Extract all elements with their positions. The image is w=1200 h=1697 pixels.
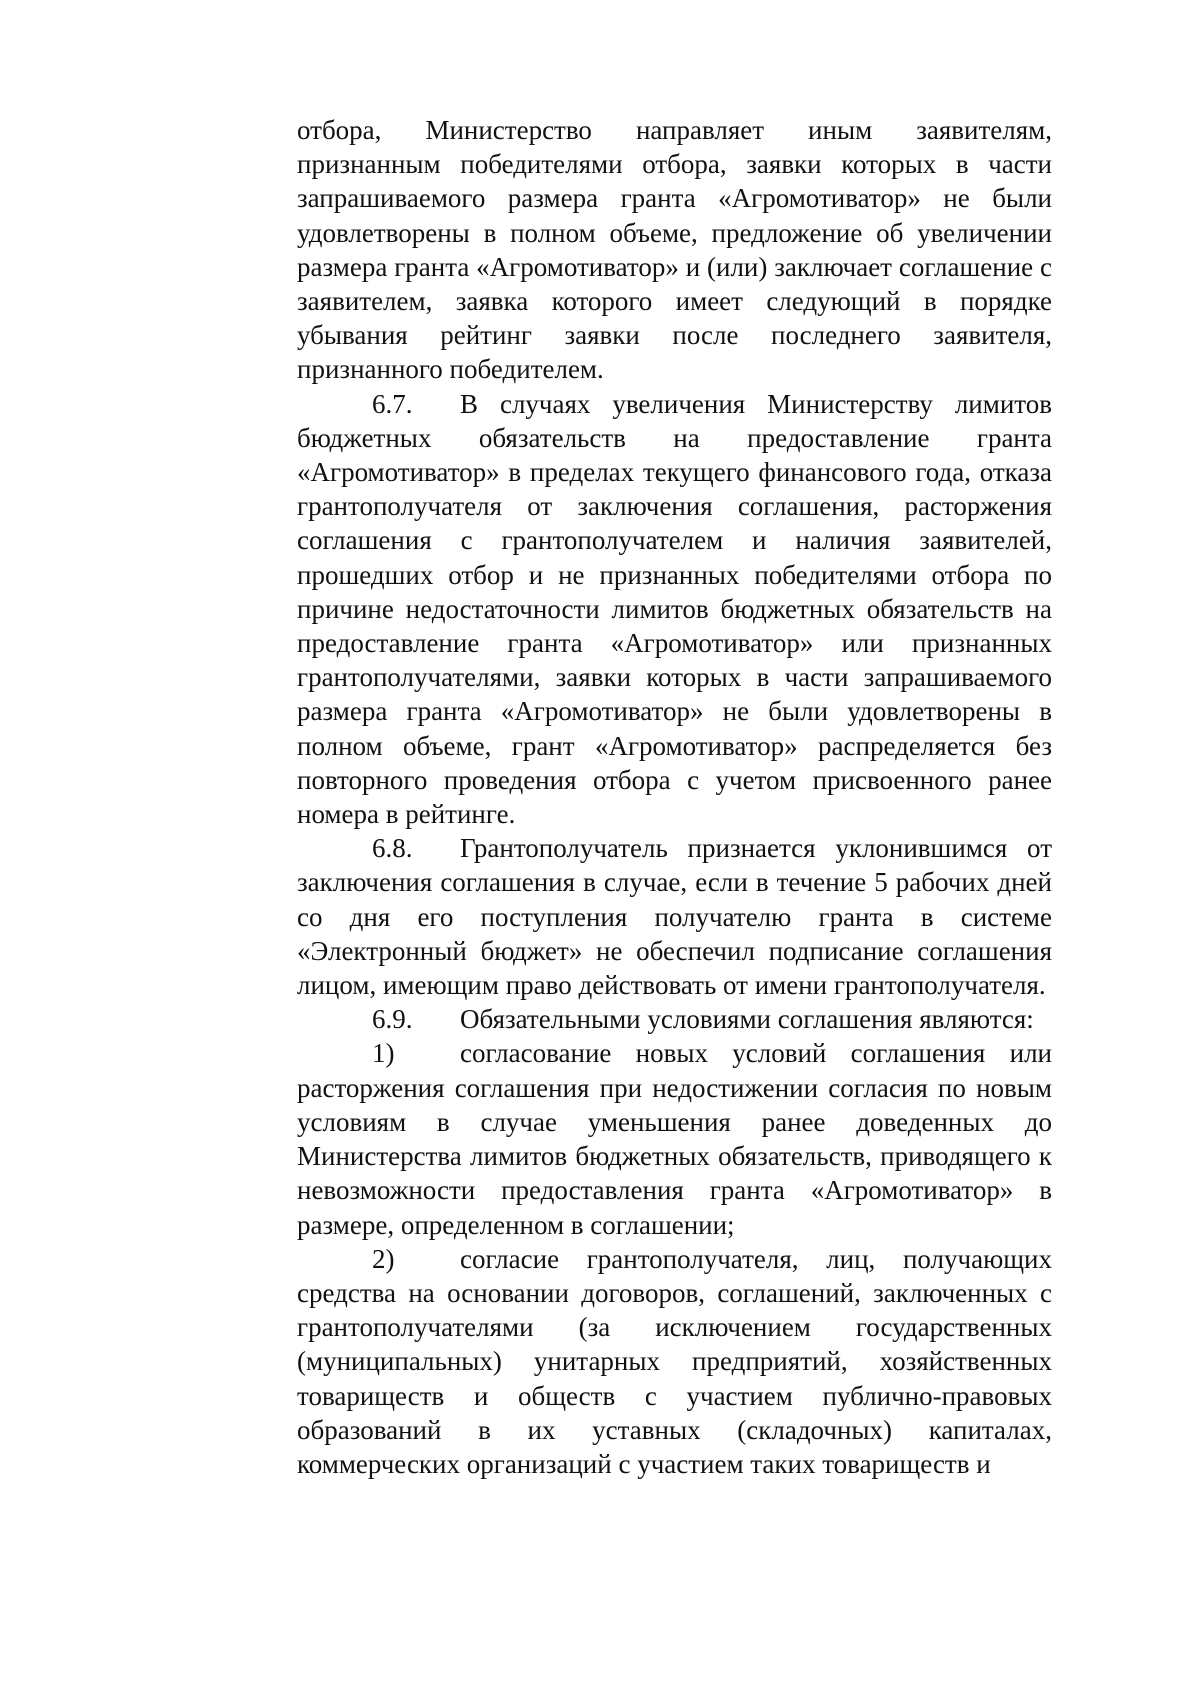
list-item-text: согласование новых условий соглашения или расторжения соглашения при недостижении согласия по новым условиям в случае уменьшения ранее доведенных до Министерства лимитов бюджетных обязательств, приводящего к невозможности предоставления гранта «Агромотиватор» в размере, определенном в соглашении; — [297, 1038, 1052, 1240]
paragraph-6-8 — [297, 831, 1052, 1002]
list-item-2 — [297, 1242, 1052, 1481]
paragraph-text: В случаях увеличения Министерству лимитов бюджетных обязательств на предоставление гранта «Агромотиватор» в пределах текущего финансового года, отказа грантополучателя от заключения соглашения, расторжения соглашения с грантополучателем и наличия заявителей, прошедших отбор и не признанных победителями отбора по причине недостаточности лимитов бюджетных обязательств на предоставление гранта «Агромотиватор» или признанных грантополучателями, заявки которых в части запрашиваемого размера гранта «Агромотиватор» не были удовлетворены в полном объеме, грант «Агромотиватор» распределяется без повторного проведения отбора с учетом присвоенного ранее номера в рейтинге. — [297, 388, 1052, 830]
paragraph-number: 6.7. — [372, 388, 413, 419]
document-text — [297, 113, 1052, 1481]
list-item-number: 1) — [372, 1038, 395, 1069]
list-item-number: 2) — [372, 1243, 395, 1274]
paragraph-continuation — [297, 113, 1052, 387]
paragraph-6-7 — [297, 387, 1052, 832]
paragraph-text: Грантополучатель признается уклонившимся от заключения соглашения в случае, если в течение 5 рабочих дней со дня его поступления получателю гранта в системе «Электронный бюджет» не обеспечил подписание соглашения лицом, имеющим право действовать от имени грантополучателя. — [297, 833, 1052, 1001]
paragraph-6-9 — [297, 1002, 1052, 1036]
paragraph-number: 6.9. — [372, 1004, 413, 1035]
paragraph-number: 6.8. — [372, 833, 413, 864]
list-item-text: согласие грантополучателя, лиц, получающих средства на основании договоров, соглашений, заключенных с грантополучателями (за исключением государственных (муниципальных) унитарных предприятий, хозяйственных товариществ и обществ с участием публично-правовых образований в их уставных (складочных) капиталах, коммерческих организаций с участием таких товариществ и — [297, 1243, 1052, 1479]
list-item-1 — [297, 1036, 1052, 1241]
paragraph-text: отбора, Министерство направляет иным заявителям, признанным победителями отбора, заявки которых в части запрашиваемого размера гранта «Агромотиватор» не были удовлетворены в полном объеме, предложение об увеличении размера гранта «Агромотиватор» и (или) заключает соглашение с заявителем, заявка которого имеет следующий в порядке убывания рейтинг заявки после последнего заявителя, признанного победителем. — [297, 115, 1052, 385]
paragraph-text: Обязательными условиями соглашения являются: — [460, 1004, 1034, 1035]
